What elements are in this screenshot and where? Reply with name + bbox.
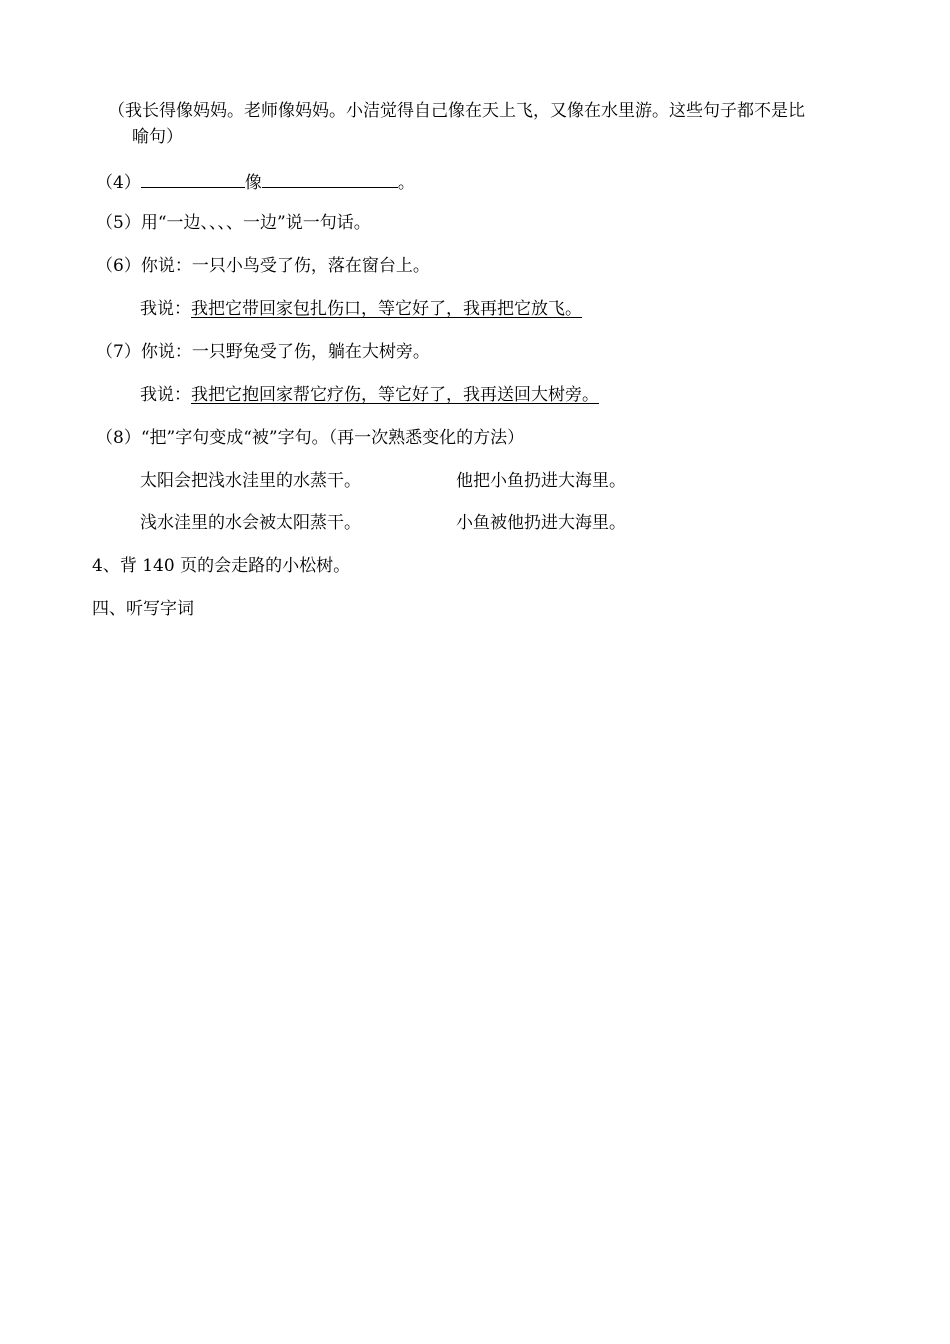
note-line-1: （我长得像妈妈。老师像妈妈。小洁觉得自己像在天上飞，又像在水里游。这些句子都不是比 bbox=[108, 101, 805, 121]
item-7-i-say-answer: 我把它抱回家帮它疗伤，等它好了，我再送回大树旁。 bbox=[191, 385, 599, 405]
item-8-ba-left: 太阳会把浅水洼里的水蒸干。 bbox=[140, 471, 361, 491]
item-8-bei-left: 浅水洼里的水会被太阳蒸干。 bbox=[140, 513, 361, 533]
item-6-i-say bbox=[140, 298, 582, 320]
fill-blank-2[interactable] bbox=[262, 170, 398, 188]
item-5: （5）用“一边、、、、一边”说一句话。 bbox=[96, 213, 371, 233]
item-4-middle: 像 bbox=[244, 173, 262, 193]
note-line-2: 喻句） bbox=[132, 127, 183, 147]
item-8-ba-right: 他把小鱼扔进大海里。 bbox=[456, 471, 626, 491]
item-7-i-say bbox=[140, 384, 599, 406]
section-four-dictation: 四、听写字词 bbox=[92, 599, 194, 619]
item-4-suffix: 。 bbox=[397, 173, 415, 193]
item-6-i-say-label: 我说： bbox=[140, 299, 191, 319]
item-8-bei-right: 小鱼被他扔进大海里。 bbox=[456, 513, 626, 533]
section-4-recite: 4、背 140 页的会走路的小松树。 bbox=[92, 556, 351, 576]
item-8-title: （8）“把”字句变成“被”字句。（再一次熟悉变化的方法） bbox=[96, 428, 525, 448]
item-7-i-say-label: 我说： bbox=[140, 385, 191, 405]
item-6-you-say: （6）你说：一只小鸟受了伤，落在窗台上。 bbox=[96, 256, 430, 276]
fill-blank-1[interactable] bbox=[141, 170, 245, 188]
item-4 bbox=[96, 170, 415, 194]
item-4-prefix: （4） bbox=[96, 173, 141, 193]
item-7-you-say: （7）你说：一只野兔受了伤，躺在大树旁。 bbox=[96, 342, 430, 362]
item-6-i-say-answer: 我把它带回家包扎伤口，等它好了，我再把它放飞。 bbox=[191, 299, 582, 319]
